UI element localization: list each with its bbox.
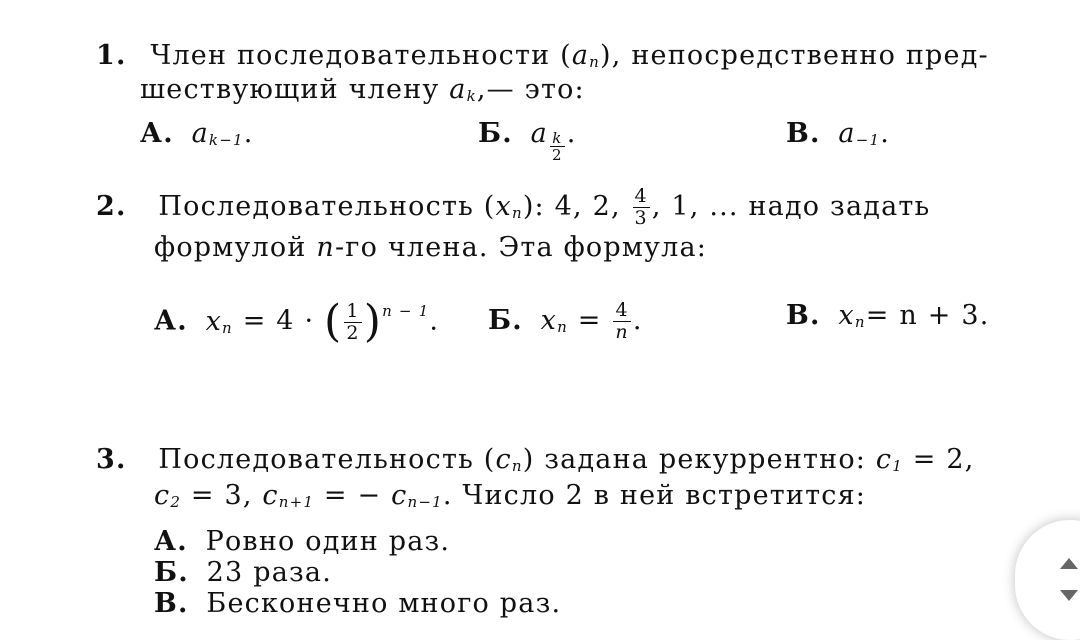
q2-frac-den: 3 xyxy=(634,207,648,229)
q1-number: 1. xyxy=(96,40,127,71)
q1-option-c-label: В. xyxy=(786,118,821,149)
q2-option-a-fraction xyxy=(344,301,361,344)
q3-option-a-text: Ровно один раз. xyxy=(205,526,451,557)
q1-option-a-label: А. xyxy=(140,118,174,149)
q3-cm1-sub: n−1 xyxy=(407,493,443,511)
q3-cn1-sub: n+1 xyxy=(278,493,315,511)
q1-text-1-end: ), непосредственно пред- xyxy=(600,40,989,71)
q1-option-c-var: a xyxy=(838,118,856,149)
q2-line1 xyxy=(96,186,930,229)
q1-text-2-end: ,— это: xyxy=(476,74,585,105)
q1-line2 xyxy=(140,74,585,109)
chevron-down-icon[interactable] xyxy=(1060,590,1078,601)
q3-var: c xyxy=(495,444,512,475)
q3-text-2-end: . Число 2 в ней встретится: xyxy=(442,480,867,511)
q3-c2-rhs: = 3, xyxy=(181,480,263,511)
q2-fraction xyxy=(633,186,650,229)
q1-text-1: Член последовательности ( xyxy=(150,40,572,71)
q2-number: 2. xyxy=(96,191,127,222)
q3-number: 3. xyxy=(96,444,127,475)
q1-option-a: А. $a_{k-1}$. xyxy=(140,118,254,149)
q2-text-1b: ): 4, 2, xyxy=(522,191,631,222)
q1-option-c-sub: −1 xyxy=(855,131,881,149)
q1-text-2: шествующий члену xyxy=(140,74,450,105)
q1-var: a xyxy=(571,40,590,71)
q2-text-2b: -го члена. Эта формула: xyxy=(334,232,708,263)
q3-option-c xyxy=(154,588,561,620)
chevron-up-icon[interactable] xyxy=(1060,558,1078,569)
q3-cn1-var: c xyxy=(262,480,279,511)
q1-option-b: Б. a $\frac{k}{2}$ . xyxy=(478,118,577,164)
q1-sub: n xyxy=(589,53,601,71)
q2-text-2: формулой xyxy=(154,232,317,263)
q3-c2-sub: 2 xyxy=(170,493,182,511)
q3-sub: n xyxy=(511,457,523,475)
q3-text-1: Последовательность ( xyxy=(158,444,496,475)
q2-var: x xyxy=(495,191,512,222)
q2-option-c-rhs: = n + 3. xyxy=(865,300,990,331)
q1-option-b-num: k xyxy=(550,130,565,147)
q3-option-a xyxy=(154,526,450,558)
q2-line2 xyxy=(154,232,707,264)
q3-option-b xyxy=(154,557,332,589)
q1-option-b-fraction xyxy=(550,130,565,163)
q2-option-b: Б. $x_n$ = $\frac{4}{n}$ . xyxy=(488,299,643,343)
q2-option-a-var: x xyxy=(205,305,223,337)
q2-option-a-label: А. xyxy=(154,305,188,337)
q1-option-b-den: 2 xyxy=(551,146,563,164)
q2-option-c-sub: n xyxy=(854,313,866,331)
q2-option-a: А. $x_n = 4$ · ( $\frac{1}{2}$ )$^{n - 1}$. xyxy=(154,296,440,347)
q3-c1-var: c xyxy=(875,444,893,475)
q3-line2 xyxy=(154,480,866,515)
q2-option-c xyxy=(786,300,989,335)
q2-option-a-sub: n xyxy=(222,318,233,337)
q2-option-b-fraction xyxy=(613,300,630,343)
q3-c1-sub: 1 xyxy=(892,457,903,475)
q2-option-b-label: Б. xyxy=(488,305,523,336)
q2-sub: n xyxy=(511,204,523,222)
q3-option-b-label: Б. xyxy=(154,557,189,588)
q1-option-a-var: a xyxy=(191,118,209,149)
q2-text-1c: , 1, ... надо задать xyxy=(651,191,931,222)
q3-line1 xyxy=(96,444,975,479)
q2-option-c-label: В. xyxy=(786,300,821,331)
q2-option-a-lparen: ( xyxy=(324,296,343,347)
q3-cn1-rhs: = − xyxy=(314,480,392,511)
q2-option-b-var: x xyxy=(540,305,558,336)
q1-option-b-var: a xyxy=(530,118,548,149)
q3-option-b-text: 23 раза. xyxy=(206,557,332,588)
q3-c2-var: c xyxy=(154,480,171,511)
q2-option-a-exp: n − 1 xyxy=(382,301,430,320)
q2-option-b-sub: n xyxy=(557,318,568,336)
q3-c1-rhs: = 2, xyxy=(902,444,975,475)
q2-option-b-den: n xyxy=(615,321,629,343)
q1-var-2: a xyxy=(449,74,467,105)
q2-option-a-den: 2 xyxy=(346,321,360,344)
q1-sub-2: k xyxy=(466,87,477,105)
q2-frac-num: 4 xyxy=(634,185,648,207)
q2-option-a-num: 1 xyxy=(346,299,360,322)
q1-option-c: В. $a_{-1}$. xyxy=(786,118,891,149)
q3-option-a-label: А. xyxy=(154,526,188,557)
q3-cm1-var: c xyxy=(391,480,408,511)
q3-option-c-label: В. xyxy=(154,588,189,619)
scroll-widget[interactable] xyxy=(1015,520,1080,640)
q1-line1 xyxy=(96,40,989,75)
q1-option-b-label: Б. xyxy=(478,118,513,149)
q2-option-a-rparen: ) xyxy=(363,296,383,347)
q3-text-1b: ) задана рекуррентно: xyxy=(522,444,876,475)
q2-option-b-num: 4 xyxy=(613,300,630,322)
q2-option-a-rhs: = 4 · xyxy=(232,305,325,337)
q2-var-n: n xyxy=(316,232,335,263)
q2-option-c-var: x xyxy=(838,300,855,331)
q1-option-a-sub: k−1 xyxy=(208,131,244,149)
q3-option-c-text: Бесконечно много раз. xyxy=(206,588,562,619)
q2-text-1: Последовательность ( xyxy=(158,191,496,222)
